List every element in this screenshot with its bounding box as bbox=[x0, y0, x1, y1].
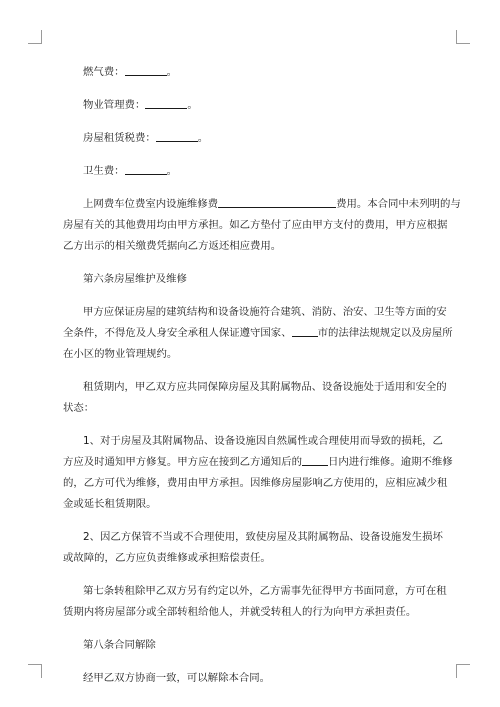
blank-field bbox=[292, 325, 318, 337]
text-line: 甲方应保证房屋的建筑结构和设备设施符合建筑、消防、治安、卫生等方面的安 bbox=[83, 306, 447, 318]
article-6-title: 第六条房屋维护及维修 bbox=[83, 273, 187, 285]
text-line: 上网费车位费室内设施维修费 费用。本合同中未列明的与 bbox=[83, 198, 461, 210]
blank-field bbox=[145, 97, 187, 109]
text-line: 全条件，不得危及人身安全承租人保证遵守国家、 市的法律法规规定以及房屋所 bbox=[63, 327, 453, 339]
crop-mark-top-left bbox=[28, 30, 42, 44]
fee-line-tax: 房屋租赁税费： 。 bbox=[83, 132, 209, 144]
text-line: 乙方出示的相关缴费凭据向乙方返还相应费用。 bbox=[63, 240, 282, 252]
text-line: 1、对于房屋及其附属物品、设备设施因自然属性或合理使用而导致的损耗，乙 bbox=[83, 435, 443, 447]
text-line: 房屋有关的其他费用均由甲方承担。如乙方垫付了应由甲方支付的费用，甲方应根据 bbox=[63, 219, 448, 231]
blank-field bbox=[156, 130, 198, 142]
crop-mark-bottom-right bbox=[456, 664, 470, 678]
fee-paragraph bbox=[63, 194, 461, 257]
crop-mark-bottom-left bbox=[28, 664, 42, 678]
article-6-paragraph-4 bbox=[63, 527, 441, 569]
text-line: 状态： bbox=[63, 402, 95, 414]
text-line: 赁期内将房屋部分或全部转租给他人，并就受转租人的行为向甲方承担责任。 bbox=[63, 606, 417, 618]
text-line: 第七条转租除甲乙双方另有约定以外，乙方需事先征得甲方书面同意，方可在租 bbox=[83, 585, 447, 597]
text-line: 金或延长租赁期限。 bbox=[63, 498, 157, 510]
article-8-paragraph: 经甲乙双方协商一致，可以解除本合同。 bbox=[83, 672, 271, 684]
article-6-paragraph-1 bbox=[63, 302, 453, 365]
fee-line-sanitation: 卫生费： 。 bbox=[83, 165, 177, 177]
crop-mark-top-right bbox=[456, 30, 470, 44]
article-6-paragraph-2 bbox=[63, 377, 447, 419]
fee-line-property: 物业管理费： 。 bbox=[83, 99, 198, 111]
text-line: 租赁期内，甲乙双方应共同保障房屋及其附属物品、设备设施处于适用和安全的 bbox=[83, 381, 447, 393]
blank-field bbox=[302, 454, 328, 466]
blank-field bbox=[125, 163, 167, 175]
article-8-title: 第八条合同解除 bbox=[83, 639, 156, 651]
article-7-paragraph bbox=[63, 581, 447, 623]
text-line: 在小区的物业管理规约。 bbox=[63, 348, 178, 360]
text-line: 方应及时通知甲方修复。甲方应在接到乙方通知后的 日内进行维修。逾期不维修 bbox=[63, 456, 453, 468]
document-body bbox=[63, 62, 461, 689]
text-line: 2、因乙方保管不当或不合理使用，致使房屋及其附属物品、设备设施发生损坏 bbox=[83, 531, 443, 543]
text-line: 或故障的，乙方应负责维修或承担赔偿责任。 bbox=[63, 552, 271, 564]
article-6-paragraph-3 bbox=[63, 431, 453, 515]
blank-field bbox=[218, 196, 336, 208]
text-line: 的，乙方可代为维修，费用由甲方承担。因维修房屋影响乙方使用的，应相应减少租 bbox=[63, 477, 448, 489]
fee-line-gas: 燃气费： 。 bbox=[83, 66, 177, 78]
blank-field bbox=[125, 64, 167, 76]
